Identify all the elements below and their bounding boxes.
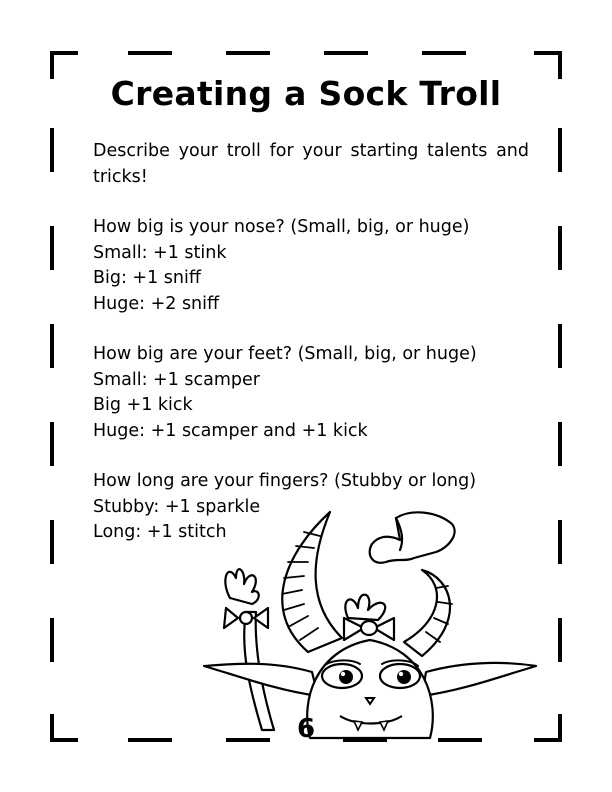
option-feet-big: Big +1 kick	[93, 395, 193, 415]
option-feet-small: Small: +1 scamper	[93, 369, 261, 390]
head-tuft	[345, 595, 385, 620]
question-block-feet	[93, 342, 529, 444]
right-ear	[422, 663, 536, 696]
page-number: 6	[296, 714, 316, 744]
tail-tuft	[225, 569, 258, 604]
intro-text: Describe your troll for your starting talents and tricks!	[93, 141, 529, 187]
right-horn	[404, 570, 450, 656]
question-fingers: How long are your fingers? (Stubby or long)	[93, 471, 477, 491]
sock	[370, 512, 455, 562]
question-nose: How big is your nose? (Small, big, or huge)	[93, 217, 470, 237]
question-feet: How big are your feet? (Small, big, or huge)	[93, 344, 477, 364]
head-bow-knot	[361, 621, 377, 635]
option-nose-big: Big: +1 sniff	[93, 268, 201, 288]
option-feet-huge: Huge: +1 scamper and +1 kick	[93, 420, 368, 441]
tail-bow-left	[224, 608, 238, 628]
option-nose-huge: Huge: +2 sniff	[93, 293, 220, 314]
option-fingers-stubby: Stubby: +1 sparkle	[93, 496, 261, 517]
page-title: Creating a Sock Troll	[110, 74, 502, 113]
option-fingers-long: Long: +1 stitch	[93, 522, 227, 542]
sock-troll-illustration	[190, 500, 550, 740]
option-nose-small: Small: +1 stink	[93, 242, 227, 263]
tail-bow-knot	[240, 612, 252, 624]
corner-bottom-left	[52, 716, 76, 740]
question-block-nose	[93, 215, 529, 317]
